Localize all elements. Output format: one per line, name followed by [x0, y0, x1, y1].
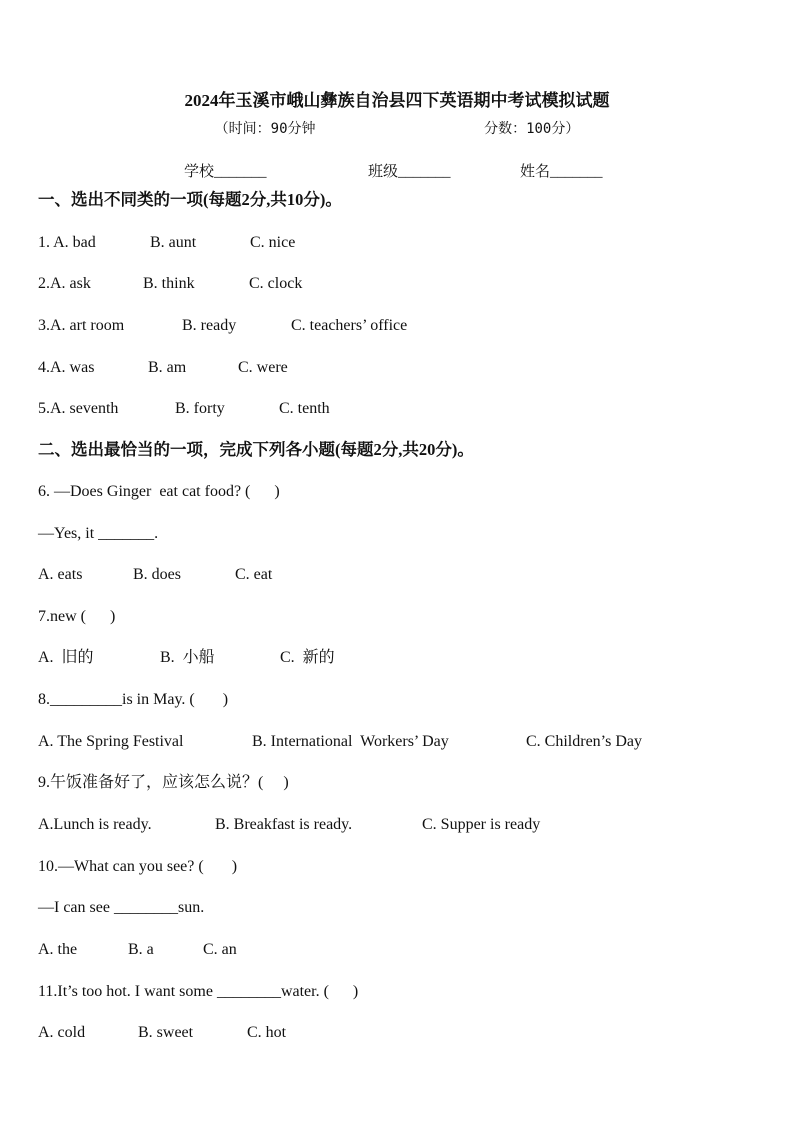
q11-stem: 11.It’s too hot. I want some ________water. ( ) [38, 983, 359, 1000]
q10-option-a: A. the [38, 941, 78, 958]
q11-option-b: B. sweet [138, 1024, 194, 1041]
q10-reply: —I can see ________sun. [38, 899, 205, 916]
q1-option-a: 1. A. bad [38, 234, 96, 251]
q6-option-c: C. eat [235, 566, 273, 583]
q7-option-a: A. 旧的 [38, 649, 94, 666]
q4-option-c: C. were [238, 359, 288, 376]
q3-option-b: B. ready [182, 317, 237, 334]
q5-option-b: B. forty [175, 400, 225, 417]
page-title: 2024年玉溪市峨山彝族自治县四下英语期中考试模拟试题 [184, 91, 610, 110]
q2-option-b: B. think [143, 275, 195, 292]
q8-option-b: B. International Workers’ Day [252, 733, 449, 750]
q6-option-a: A. eats [38, 566, 83, 583]
q5-option-a: 5.A. seventh [38, 400, 119, 417]
q8-option-a: A. The Spring Festival [38, 733, 184, 750]
q4-option-b: B. am [148, 359, 187, 376]
q10-option-c: C. an [203, 941, 237, 958]
q9-option-a: A.Lunch is ready. [38, 816, 152, 833]
q9-option-c: C. Supper is ready [422, 816, 541, 833]
q10-option-b: B. a [128, 941, 154, 958]
q8-stem: 8._________is in May. ( ) [38, 691, 229, 708]
q4-option-a: 4.A. was [38, 359, 95, 376]
q9-stem: 9.午饭准备好了，应该怎么说？( ) [38, 774, 289, 791]
q9-option-b: B. Breakfast is ready. [215, 816, 353, 833]
section2-heading: 二、选出最恰当的一项，完成下列各小题(每题2分,共20分)。 [38, 440, 474, 459]
q8-option-c: C. Children’s Day [526, 733, 642, 750]
q6-stem: 6. —Does Ginger eat cat food? ( ) [38, 483, 280, 500]
q10-stem: 10.—What can you see? ( ) [38, 858, 238, 875]
q6-reply: —Yes, it _______. [38, 525, 159, 542]
q1-option-b: B. aunt [150, 234, 197, 251]
school-field: 学校_______ [184, 164, 267, 180]
class-field: 班级_______ [368, 164, 451, 180]
q11-option-c: C. hot [247, 1024, 287, 1041]
q3-option-c: C. teachers’ office [291, 317, 408, 334]
name-field: 姓名_______ [520, 164, 603, 180]
q6-option-b: B. does [133, 566, 181, 583]
q11-option-a: A. cold [38, 1024, 86, 1041]
q2-option-a: 2.A. ask [38, 275, 91, 292]
q7-stem: 7.new ( ) [38, 608, 116, 625]
q7-option-c: C. 新的 [280, 649, 335, 666]
q7-option-b: B. 小船 [160, 649, 215, 666]
q2-option-c: C. clock [249, 275, 303, 292]
q5-option-c: C. tenth [279, 400, 330, 417]
q1-option-c: C. nice [250, 234, 296, 251]
time-score-line: （时间：90分钟 分数：100分） [214, 121, 580, 137]
section1-heading: 一、选出不同类的一项(每题2分,共10分)。 [38, 190, 342, 209]
q3-option-a: 3.A. art room [38, 317, 125, 334]
